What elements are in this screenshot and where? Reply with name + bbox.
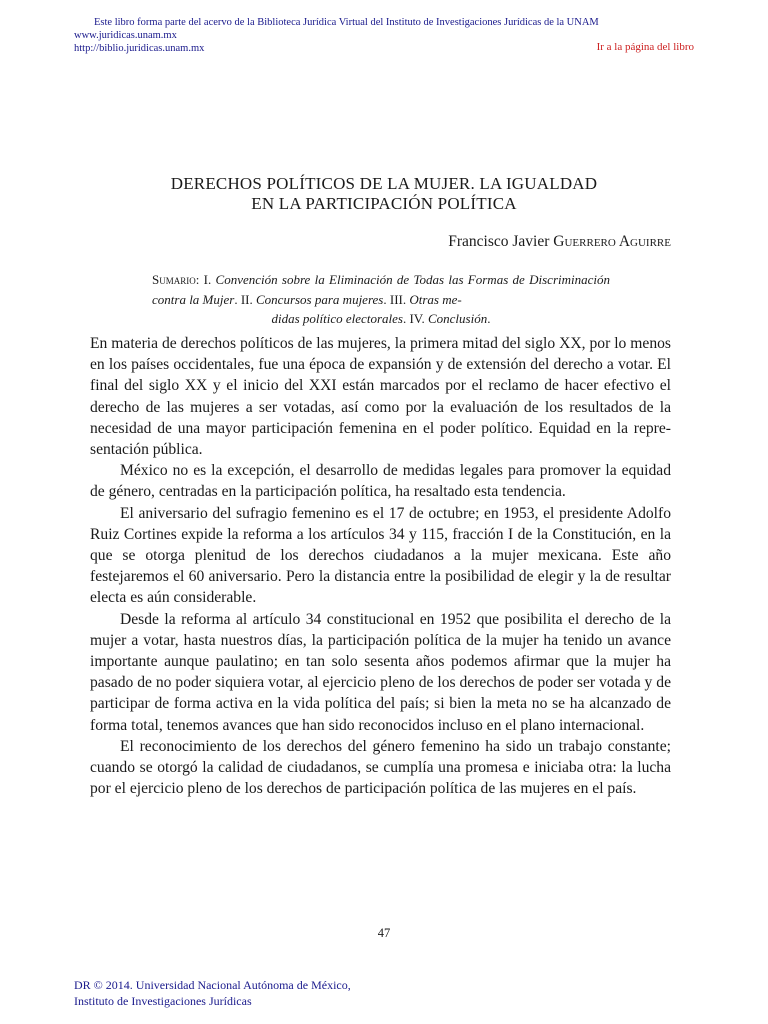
summary-num-3: III. <box>389 291 407 307</box>
summary-label: Sumario: <box>152 272 200 287</box>
juridicas-url-link[interactable]: www.juridicas.unam.mx <box>74 30 177 41</box>
summary-item-2: Concursos para mujeres <box>256 291 384 307</box>
summary-last-line: didas político electorales. IV. Conclusión. <box>271 311 491 326</box>
author-given-name: Francisco Javier <box>448 233 550 250</box>
paragraph: En materia de derechos políticos de las mujeres, la primera mitad del siglo XX, por lo menos en los países occidentales, fue una época de expansión y de extensión del derecho a votar. El final del siglo XX y el inicio del XXI están marcados por el reclamo de hacer efectivo el derecho de las mujeres a ser votadas, así como por la evaluación de los resultados de la necesidad de una mayor participación femenina en el poder político. Equidad en la representación pública. <box>90 335 671 459</box>
footer-copyright: DR © 2014. Universidad Nacional Autónoma de México, <box>74 978 351 992</box>
summary-num-1: I. <box>203 272 212 287</box>
paragraph: México no es la excepción, el desarrollo de medidas legales para promover la equidad de género, centradas en la participación política, ha resaltado esta tendencia. <box>90 462 671 501</box>
author-name <box>448 233 671 251</box>
book-page-link[interactable]: Ir a la página del libro <box>596 41 694 53</box>
chapter-title-line-2: EN LA PARTICIPACIÓN POLÍTICA <box>251 194 517 213</box>
footer-institute: Instituto de Investigaciones Jurídicas <box>74 994 252 1008</box>
paragraph: Desde la reforma al artículo 34 constitucional en 1952 que posibilita el derecho de la mujer a votar, hasta nuestros días, la participación política de la mujer ha tenido un avance importante aunque paulatino; en tan solo sesenta años podemos afirmar que la mujer ha pasado de no poder siquiera votar, al ejercicio pleno de los derechos de poder ser votada y de participar de forma activa en la vida política del país; si bien la meta no se ha alcanzado de forma total, tenemos avances que han sido reconocidos incluso en el plano internacional. <box>90 610 671 734</box>
page-number: 47 <box>377 926 391 940</box>
paragraph: El aniversario del sufragio femenino es el 17 de octubre; en 1953, el presidente Adolfo Ruiz Cortines expide la reforma a los artículos 34 y 115, fracción I de la Constitución, en la que se otorga plenitud de los derechos ciudadanos a la mujer mexicana. Este año festejaremos el 60 aniversario. Pero la distancia entre la posibilidad de elegir y la de resultar electa es aún considerable. <box>90 504 671 607</box>
summary-item-3b: didas político electorales <box>271 311 403 326</box>
header-notice: Este libro forma parte del acervo de la Biblioteca Jurídica Virtual del Instituto de Investigaciones Jurídicas de la UNAM <box>94 17 599 28</box>
summary-item-1: Convención sobre la Eliminación de Todas las Formas de Discriminación contra la Mujer <box>152 272 610 307</box>
biblio-url-link[interactable]: http://biblio.juridicas.unam.mx <box>74 43 205 54</box>
summary-num-4: IV. <box>409 311 425 326</box>
summary-block: Sumario: I. Convención sobre la Eliminación de Todas las Formas de Discriminación contra la Mujer. II. Concursos para mujeres. III. Otras me- didas político electorales. IV. Conclusión. <box>152 270 610 329</box>
summary-num-2: II. <box>240 291 253 307</box>
summary-item-4: Conclusión <box>427 311 488 326</box>
body-text <box>90 333 671 799</box>
chapter-title-line-1: DERECHOS POLÍTICOS DE LA MUJER. LA IGUALDAD <box>170 174 598 193</box>
author-family-name: Guerrero Aguirre <box>553 233 671 250</box>
paragraph: El reconocimiento de los derechos del género femenino ha sido un trabajo constante; cuando se otorgó la calidad de ciudadanos, se cumplía una promesa e iniciaba otra: la lucha por el ejercicio pleno de los derechos de participación política de las mujeres en el país. <box>90 737 671 798</box>
summary-item-3a: Otras me- <box>409 291 462 307</box>
